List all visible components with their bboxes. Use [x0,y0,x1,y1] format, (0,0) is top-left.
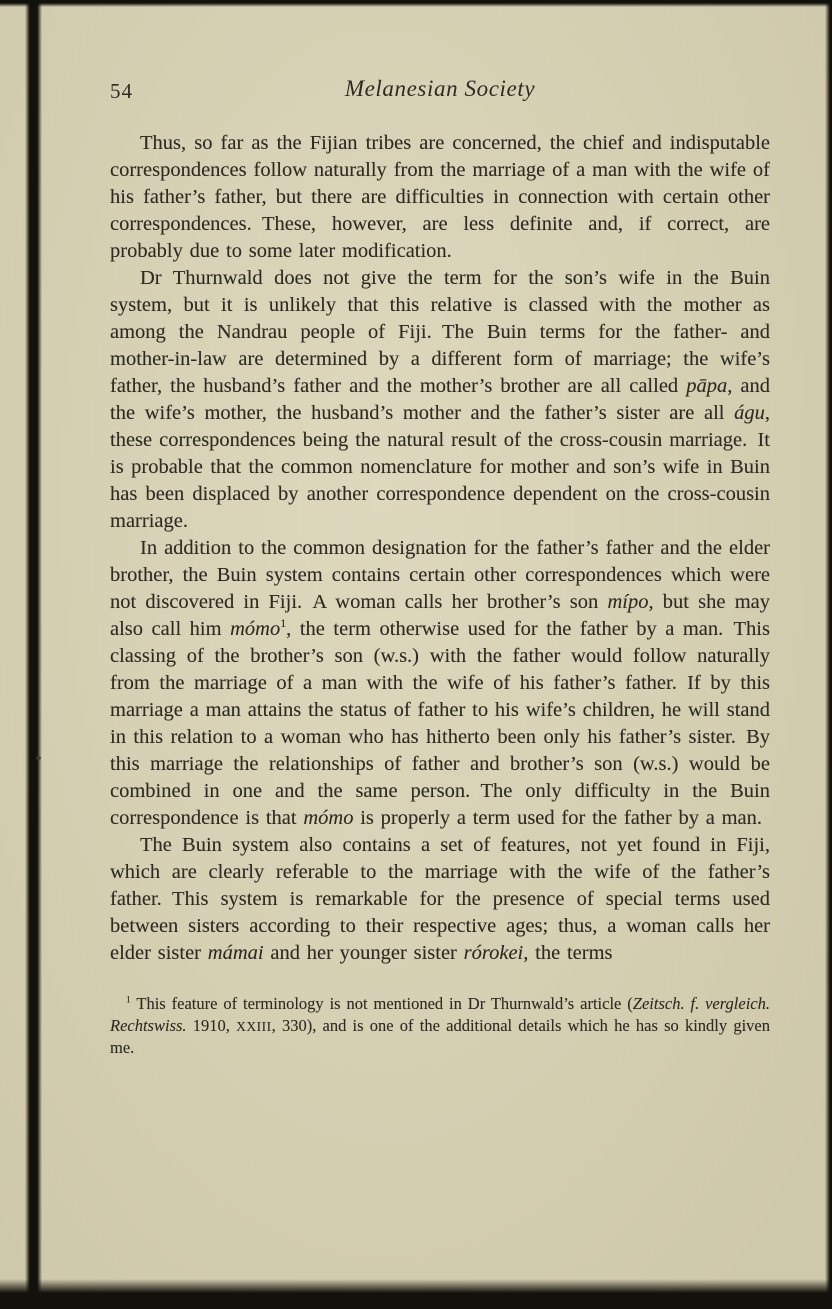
paragraph-1: Thus, so far as the Fijian tribes are concerned, the chief and indisputable correspondences follow naturally from the marriage of a man with the wife of his father’s father, but there are difficulties in connection with certain other correspondences. These, however, are less definite and, if correct, are probably due to some later modification. [110,132,770,262]
footnote [110,993,770,1059]
footnote-text: $^1$ This feature of terminology is not mentioned in Dr Thurnwald’s article (Zeitsch. f. vergleich. Rechtswiss. 1910, XXIII, 330), and is one of the additional details which he has so kindly given me. [110,994,771,1057]
paragraph-4: The Buin system also contains a set of features, not yet found in Fiji, which are clearly referable to the marriage with the wife of the father’s father. This system is remarkable for the presence of special terms used between sisters according to their respective ages; thus, a woman calls her elder sister mámai and her younger sister rórokei, the terms [110,834,770,964]
page-header [110,76,770,108]
page-number: 54 [110,79,133,103]
paragraph-2: Dr Thurnwald does not give the term for the son’s wife in the Buin system, but it is unlikely that this relative is classed with the mother as among the Nandrau people of Fiji. The Buin terms for the father- and mother-in-law are determined by a different form of marriage; the wife’s father, the husband’s father and the mother’s brother are all called pāpa, and the wife’s mother, the husband’s mother and the father’s sister are all águ, these correspondences being the natural result of the cross-cousin marriage. It is probable that the common nomenclature for mother and son’s wife in Buin has been displaced by another correspondence dependent on the cross-cousin marriage. [110,267,770,532]
body-text [110,130,770,967]
paragraph-3: In addition to the common designation for the father’s father and the elder brother, the Buin system contains certain other correspondences which were not discovered in Fiji. A woman calls her brother’s son mípo, but she may also call him mómo$^1$, the term otherwise used for the father by a man. This classing of the brother’s son (w.s.) with the father would follow naturally from the marriage of a man with the wife of his father’s father. If by this marriage a man attains the status of father to his wife’s children, he will stand in this relation to a woman who has hitherto been only his father’s sister. By this marriage the relationships of father and brother’s son (w.s.) would be combined in one and the same person. The only difficulty in the Buin correspondence is that mómo is properly a term used for the father by a man. [110,537,770,829]
running-title: Melanesian Society [344,76,536,101]
scan-edge-bottom [0,1279,832,1309]
